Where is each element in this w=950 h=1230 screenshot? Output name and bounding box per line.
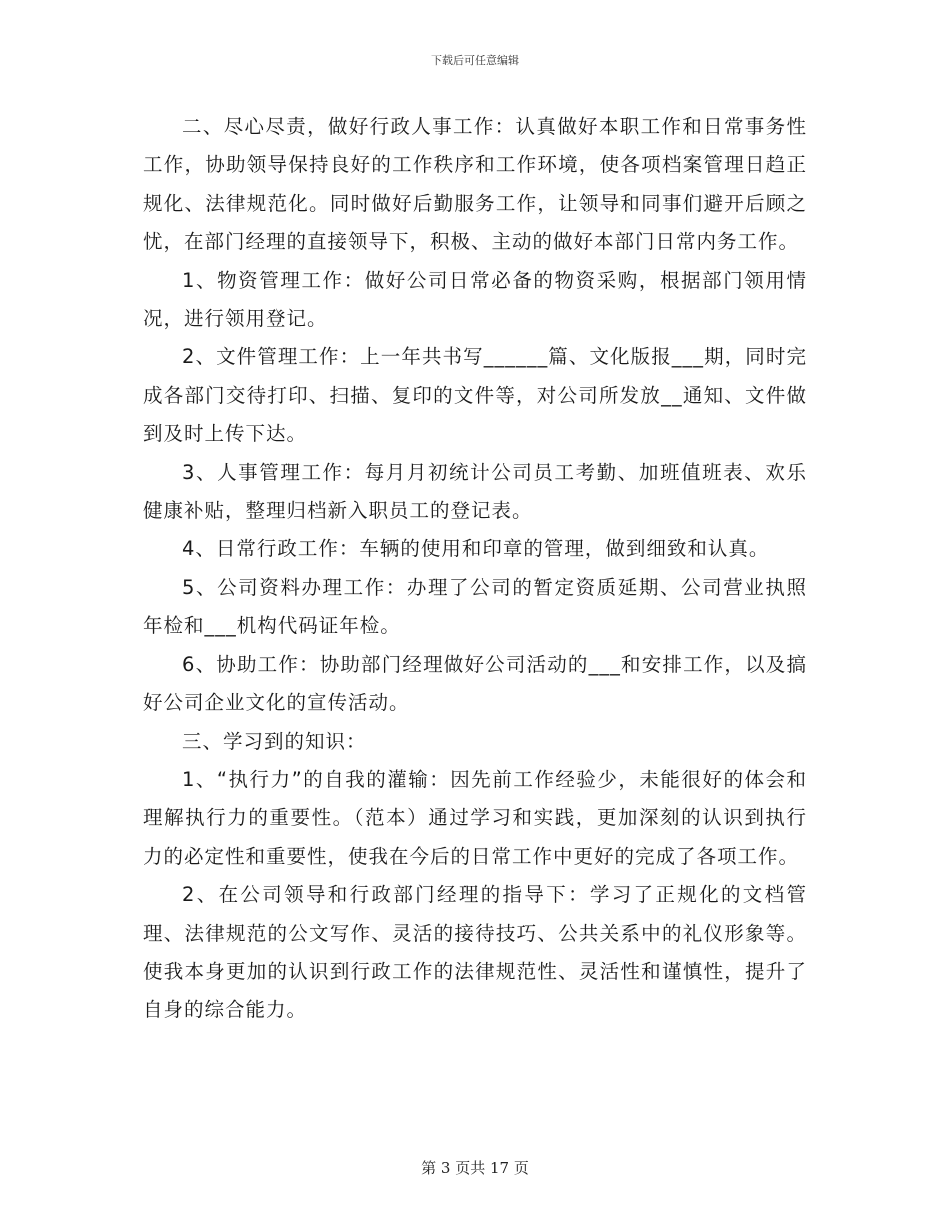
paragraph-hr: 3、人事管理工作：每月月初统计公司员工考勤、加班值班表、欢乐健康补贴，整理归档新入职员工的登记表。 [143, 460, 807, 523]
section-heading-knowledge: 三、学习到的知识： [182, 729, 367, 753]
page-number: 第 3 页共 17 页 [421, 1159, 529, 1177]
paragraph-materials: 1、物资管理工作：做好公司日常必备的物资采购，根据部门领用情况，进行领用登记。 [143, 268, 807, 331]
paragraph-admin-personnel: 二、尽心尽责，做好行政人事工作：认真做好本职工作和日常事务性工作，协助领导保持良好的工作秩序和工作环境，使各项档案管理日趋正规化、法律规范化。同时做好后勤服务工作，让领导和同事们避开后顾之忧，在部门经理的直接领导下，积极、主动的做好本部门日常内务工作。 [143, 115, 807, 254]
paragraph-execution: 1、“执行力”的自我的灌输：因先前工作经验少，未能很好的体会和理解执行力的重要性。（范本）通过学习和实践，更加深刻的认识到执行力的必定性和重要性，使我在今后的日常工作中更好的完成了各项工作。 [143, 767, 807, 868]
paragraph-company-records: 5、公司资料办理工作：办理了公司的暂定资质延期、公司营业执照年检和___机构代码证年检。 [143, 575, 807, 638]
document-body [143, 108, 807, 1030]
paragraph-daily-admin: 4、日常行政工作：车辆的使用和印章的管理，做到细致和认真。 [182, 537, 770, 561]
paragraph-guidance: 2、在公司领导和行政部门经理的指导下：学习了正规化的文档管理、法律规范的公文写作、灵活的接待技巧、公共关系中的礼仪形象等。使我本身更加的认识到行政工作的法律规范性、灵活性和谨慎性，提升了自身的综合能力。 [143, 883, 807, 1022]
paragraph-documents: 2、文件管理工作：上一年共书写______篇、文化版报___期，同时完成各部门交待打印、扫描、复印的文件等，对公司所发放__通知、文件做到及时上传下达。 [143, 345, 807, 446]
page-header: 下载后可任意编辑 [431, 54, 519, 67]
paragraph-assistance: 6、协助工作：协助部门经理做好公司活动的___和安排工作，以及搞好公司企业文化的宣传活动。 [143, 652, 807, 715]
